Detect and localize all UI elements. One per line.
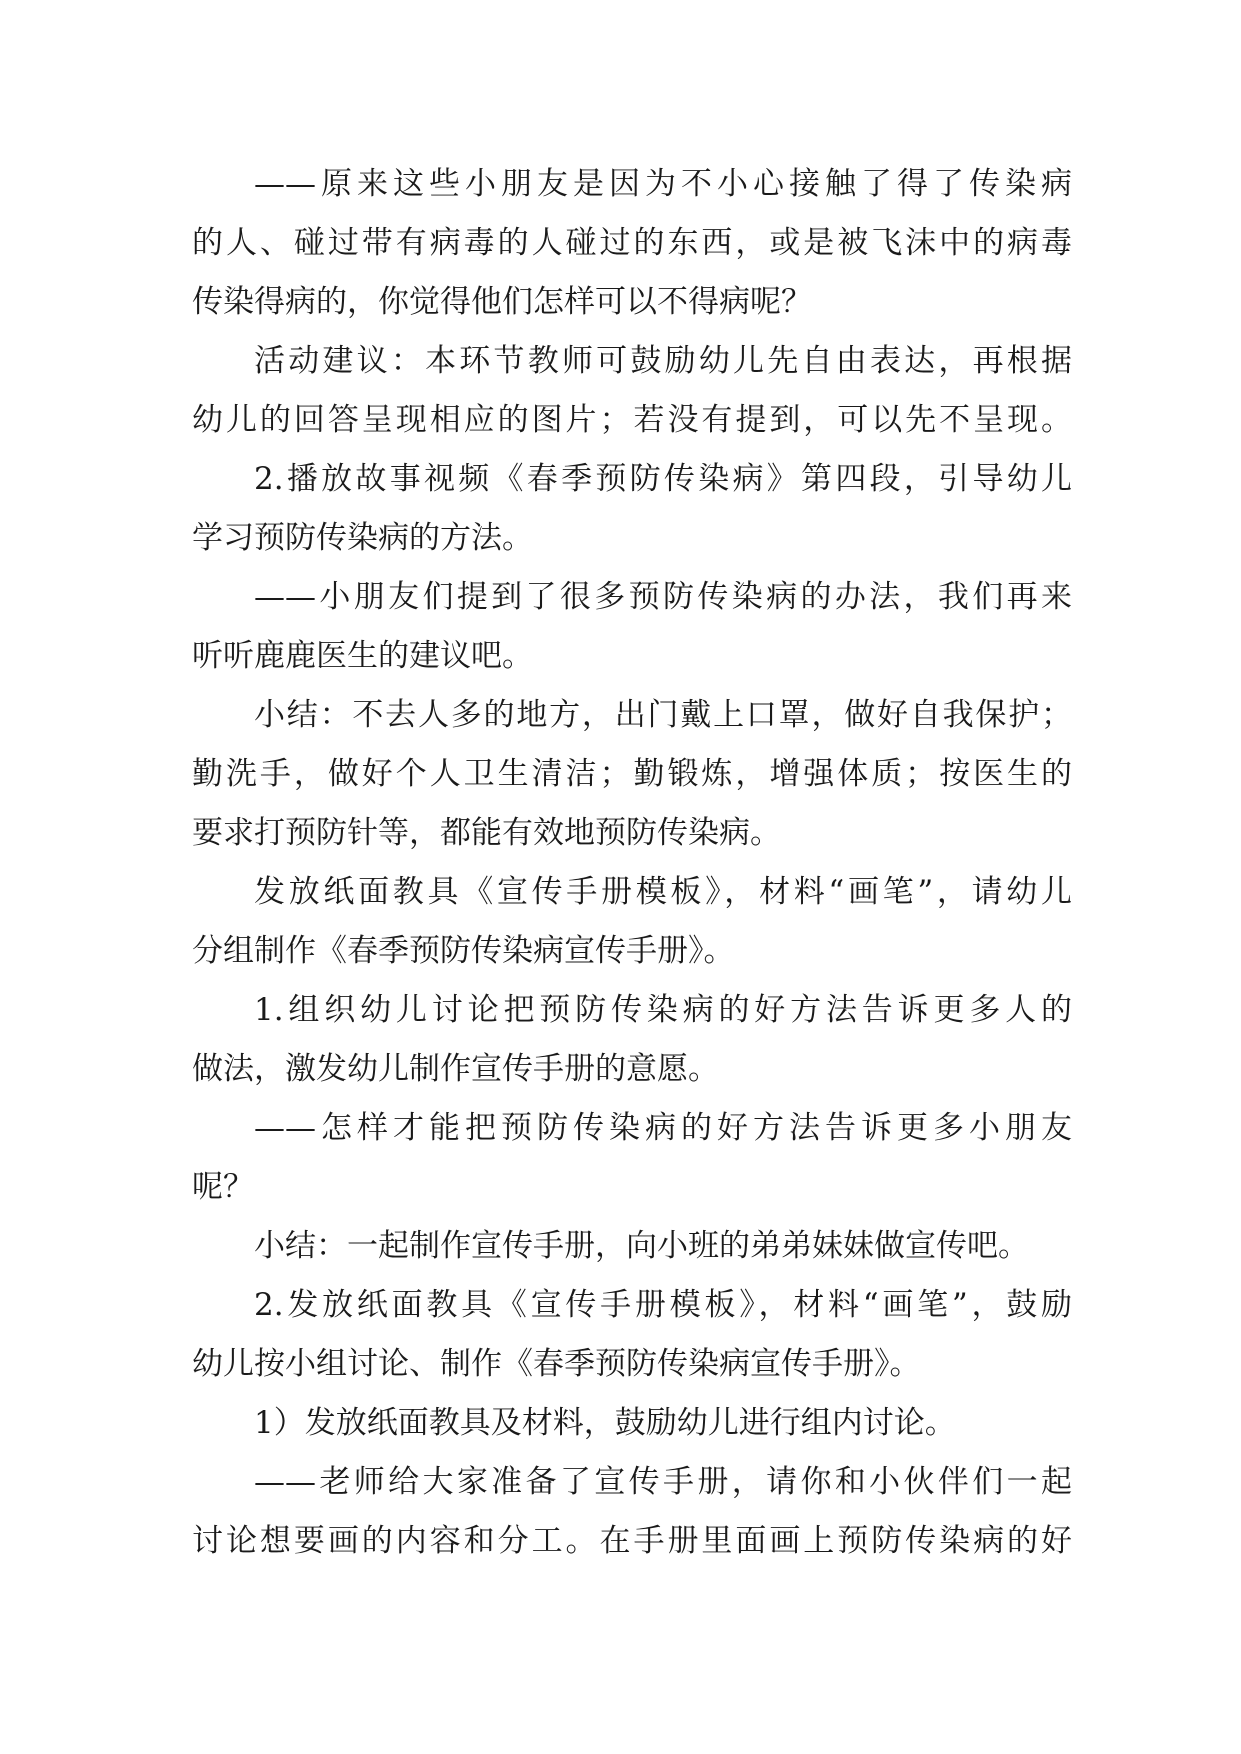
paragraph-line: 2.发放纸面教具《宣传手册模板》，材料“画笔”，鼓励 [254,1287,1072,1323]
paragraph-line: 2.播放故事视频《春季预防传染病》第四段，引导幼儿 [254,461,1072,497]
paragraph-line: 听听鹿鹿医生的建议吧。 [192,638,533,674]
paragraph-line: 1）发放纸面教具及材料，鼓励幼儿进行组内讨论。 [254,1405,956,1441]
paragraph-line: 幼儿的回答呈现相应的图片；若没有提到，可以先不呈现。 [192,402,1072,438]
paragraph-line: 小结：不去人多的地方，出门戴上口罩，做好自我保护； [254,697,1072,733]
paragraph-line: ——老师给大家准备了宣传手册，请你和小伙伴们一起 [254,1464,1072,1500]
paragraph-line: ——原来这些小朋友是因为不小心接触了得了传染病 [254,166,1072,202]
paragraph-line: 要求打预防针等，都能有效地预防传染病。 [192,815,781,851]
paragraph-line: 讨论想要画的内容和分工。在手册里面画上预防传染病的好 [192,1523,1072,1559]
paragraph-line: 小结：一起制作宣传手册，向小班的弟弟妹妹做宣传吧。 [254,1228,1029,1264]
paragraph-line: 幼儿按小组讨论、制作《春季预防传染病宣传手册》。 [192,1346,921,1382]
paragraph-line: ——怎样才能把预防传染病的好方法告诉更多小朋友 [254,1110,1072,1146]
paragraph-line: ——小朋友们提到了很多预防传染病的办法，我们再来 [254,579,1072,615]
paragraph-line: 1.组织幼儿讨论把预防传染病的好方法告诉更多人的 [254,992,1072,1028]
paragraph-line: 学习预防传染病的方法。 [192,520,533,556]
paragraph-line: 活动建议：本环节教师可鼓励幼儿先自由表达，再根据 [254,343,1072,379]
paragraph-line: 分组制作《春季预防传染病宣传手册》。 [192,933,735,969]
paragraph-line: 发放纸面教具《宣传手册模板》，材料“画笔”，请幼儿 [254,874,1072,910]
paragraph-line: 传染得病的，你觉得他们怎样可以不得病呢？ [192,284,812,320]
paragraph-line: 做法，激发幼儿制作宣传手册的意愿。 [192,1051,719,1087]
paragraph-line: 勤洗手，做好个人卫生清洁；勤锻炼，增强体质；按医生的 [192,756,1072,792]
paragraph-line: 的人、碰过带有病毒的人碰过的东西，或是被飞沫中的病毒 [192,225,1072,261]
paragraph-line: 呢？ [192,1169,254,1205]
